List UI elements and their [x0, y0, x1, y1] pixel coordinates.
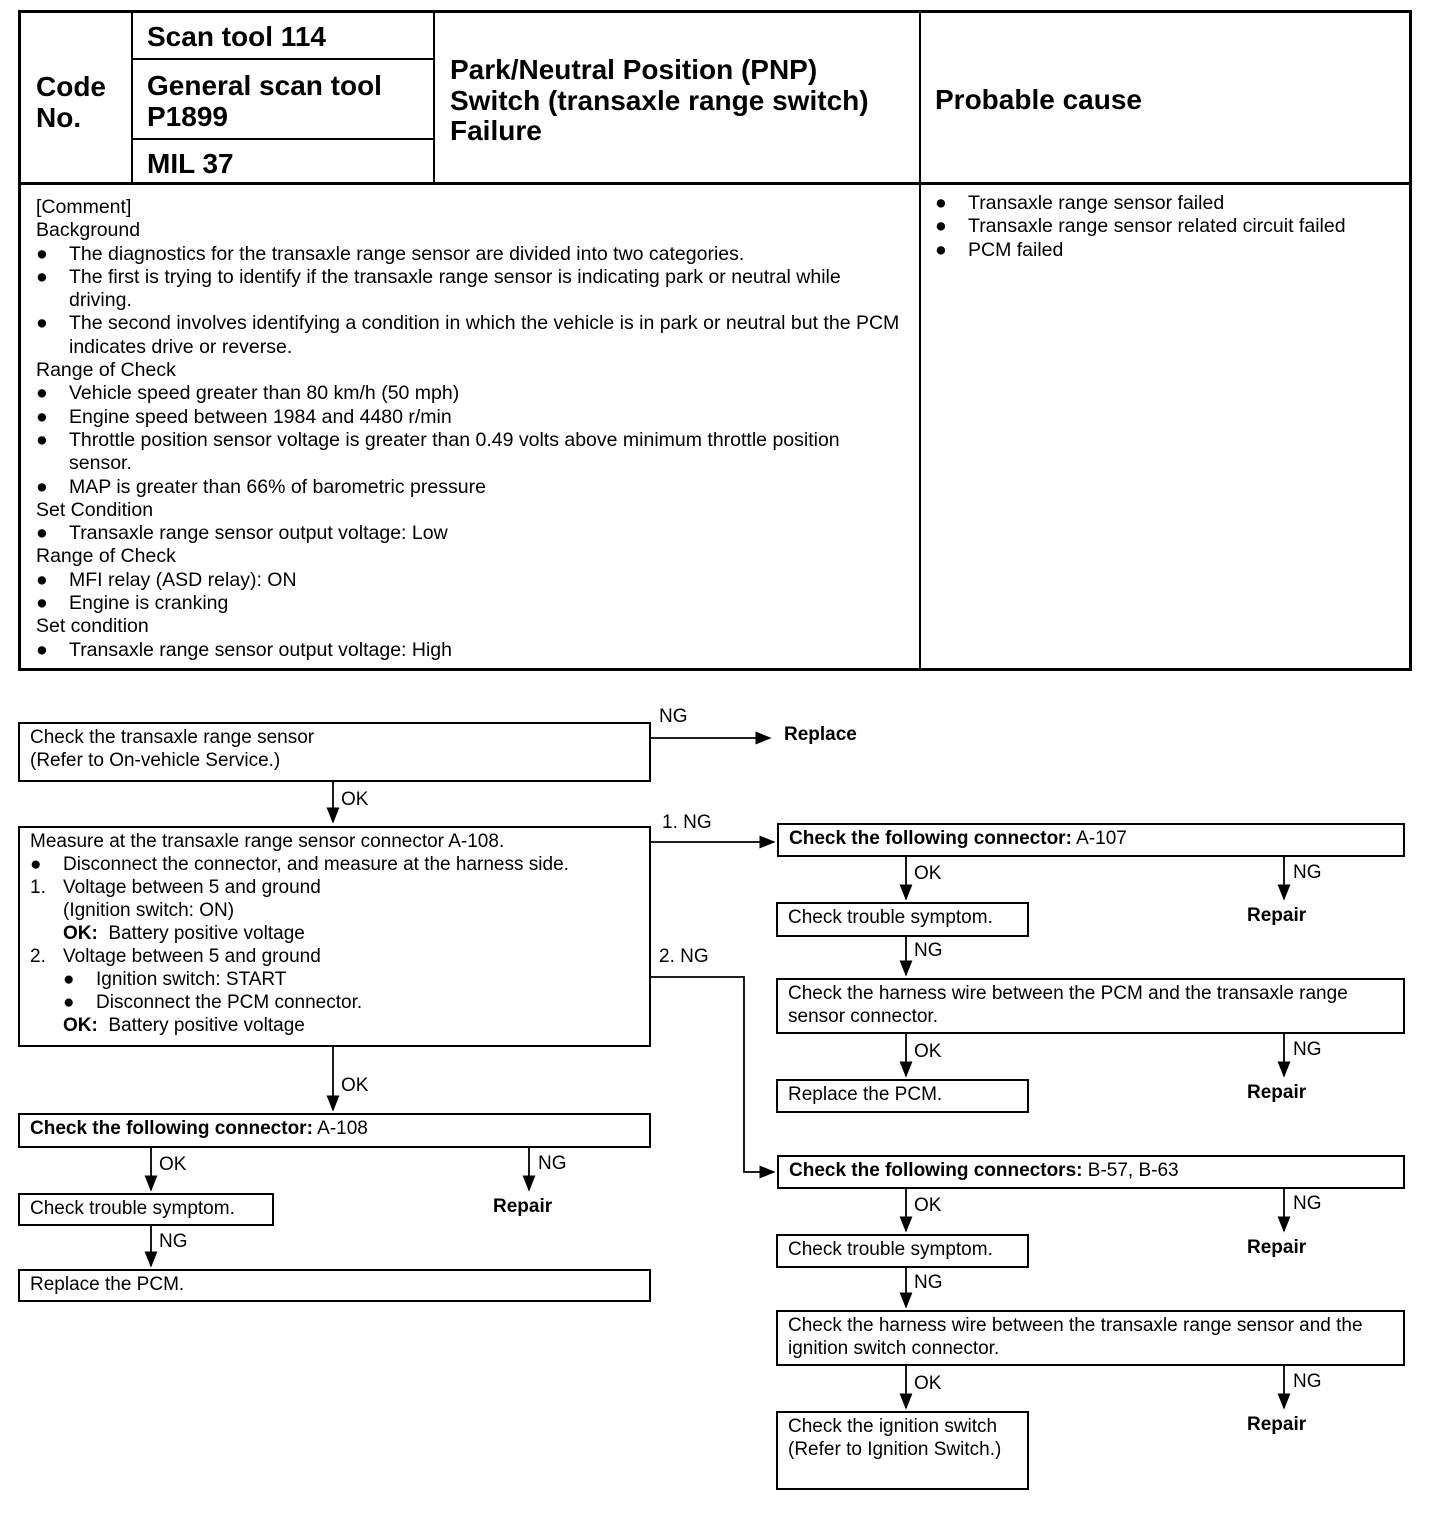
- comment-label: [Comment]: [36, 196, 132, 218]
- bullet-icon: ●: [36, 382, 48, 405]
- ng1-label: 1. NG: [662, 812, 712, 833]
- ng-label: NG: [914, 940, 943, 961]
- check-ignition-text: Check the ignition switch: [788, 1416, 998, 1437]
- ok-condition: OK: Battery positive voltage: [63, 1015, 305, 1036]
- list-item: ● MAP is greater than 66% of barometric pressure: [36, 475, 486, 498]
- bullet-icon: ●: [36, 568, 48, 591]
- repair-label: Repair: [1247, 905, 1307, 926]
- bullet-icon: ●: [36, 242, 48, 265]
- check-connector-a108-box: Check the following connector: A-108: [18, 1113, 651, 1148]
- ok-label: OK: [159, 1154, 187, 1175]
- ng-label: NG: [1293, 862, 1322, 883]
- repair-label: Repair: [1247, 1237, 1307, 1258]
- page-title: Park/Neutral Position (PNP) Switch (transaxle range switch) Failure: [450, 54, 869, 146]
- bullet-icon: ●: [36, 475, 48, 498]
- set-condition-title: Set Condition: [36, 498, 154, 521]
- mil-code: MIL 37: [147, 148, 234, 179]
- list-item: ● Engine is cranking: [36, 592, 229, 615]
- range-check-title: Range of Check: [36, 545, 176, 568]
- ok-label: OK: [914, 1195, 942, 1216]
- repair-label: Repair: [1247, 1414, 1307, 1435]
- check-connector-a107-box: Check the following connector: A-107: [777, 823, 1405, 857]
- check-symptom-box: Check trouble symptom.: [776, 1234, 1029, 1268]
- ok-label: OK: [914, 863, 942, 884]
- replace-pcm-box: Replace the PCM.: [18, 1269, 651, 1302]
- check-sensor-text: Check the transaxle range sensor: [30, 727, 315, 748]
- set-condition-title: Set condition: [36, 615, 149, 638]
- bullet-icon: ●: [935, 238, 947, 261]
- list-item: ● Engine speed between 1984 and 4480 r/min: [36, 405, 452, 428]
- check-sensor-box: [18, 722, 651, 782]
- check-ignition-ref: (Refer to Ignition Switch.): [788, 1439, 1002, 1460]
- ng-label: NG: [159, 1231, 188, 1252]
- check-symptom-box: Check trouble symptom.: [776, 902, 1029, 937]
- list-item: ● Vehicle speed greater than 80 km/h (50 mph): [36, 382, 460, 405]
- measure-box: [18, 826, 651, 1047]
- bullet-icon: ●: [935, 192, 947, 214]
- bullet-icon: ●: [36, 638, 48, 661]
- check-symptom-box: Check trouble symptom.: [18, 1193, 274, 1226]
- list-item: ● The first is trying to identify if the transaxle range sensor is indicating park or neutral while driving.: [36, 265, 841, 312]
- list-item: ● Transaxle range sensor related circuit failed: [935, 215, 1346, 238]
- scan-tool-code: Scan tool 114: [147, 21, 326, 52]
- harness-ignition-box: Check the harness wire between the transaxle range sensor and the ignition switch connector.: [776, 1310, 1405, 1366]
- check-sensor-ref: (Refer to On-vehicle Service.): [30, 750, 281, 771]
- ok-label: OK: [341, 1075, 369, 1096]
- bullet-icon: ●: [36, 405, 48, 428]
- m1-sub: (Ignition switch: ON): [63, 900, 235, 921]
- replace-pcm-box: Replace the PCM.: [776, 1079, 1029, 1113]
- list-item: ● Throttle position sensor voltage is greater than 0.49 volts above minimum throttle position sensor.: [36, 428, 840, 475]
- measure-title: Measure at the transaxle range sensor connector A-108.: [30, 831, 505, 852]
- check-connector-b57-b63-box: Check the following connectors: B-57, B-63: [777, 1155, 1405, 1189]
- bullet-icon: ●: [30, 854, 42, 875]
- ng-label: NG: [538, 1153, 567, 1174]
- list-item: ● MFI relay (ASD relay): ON: [36, 568, 297, 591]
- bullet-icon: ●: [36, 428, 48, 451]
- replace-label: Replace: [784, 724, 857, 745]
- general-scan-tool-code: General scan tool P1899: [147, 70, 382, 132]
- bullet-icon: ●: [935, 215, 947, 238]
- bullet-icon: ●: [36, 522, 48, 545]
- repair-label: Repair: [493, 1196, 553, 1217]
- ng-label: NG: [659, 706, 688, 727]
- ng-label: NG: [1293, 1371, 1322, 1392]
- list-item: ● Transaxle range sensor failed: [935, 192, 1225, 214]
- ok-condition: OK: Battery positive voltage: [63, 923, 305, 944]
- ng-label: NG: [914, 1272, 943, 1293]
- list-item: ● The diagnostics for the transaxle range sensor are divided into two categories.: [36, 242, 745, 265]
- bullet-icon: ●: [63, 992, 75, 1013]
- probable-cause-title: Probable cause: [935, 84, 1142, 115]
- ok-label: OK: [341, 789, 369, 810]
- ng2-label: 2. NG: [659, 946, 709, 967]
- ok-label: OK: [914, 1041, 942, 1062]
- ng-label: NG: [1293, 1039, 1322, 1060]
- repair-label: Repair: [1247, 1082, 1307, 1103]
- ng-label: NG: [1293, 1193, 1322, 1214]
- list-item: ● PCM failed: [935, 238, 1064, 261]
- code-number-label: Code No.: [36, 71, 106, 133]
- list-item: 2. Voltage between 5 and ground: [30, 946, 321, 967]
- bullet-icon: ●: [36, 265, 48, 288]
- bullet-icon: ●: [63, 969, 75, 990]
- ok-label: OK: [914, 1373, 942, 1394]
- check-ignition-switch-box: [776, 1411, 1029, 1490]
- bullet-icon: ●: [36, 312, 48, 335]
- list-item: ● The second involves identifying a condition in which the vehicle is in park or neutral but the PCM indicates drive or reverse.: [36, 312, 900, 358]
- arrow-2ng: [650, 977, 774, 1172]
- list-item: ● Disconnect the connector, and measure at the harness side.: [30, 854, 569, 875]
- background-title: Background: [36, 219, 141, 242]
- range-check-title: Range of Check: [36, 359, 176, 382]
- harness-pcm-box: Check the harness wire between the PCM and the transaxle range sensor connector.: [776, 978, 1405, 1034]
- list-item: ● Transaxle range sensor output voltage: Low: [36, 522, 448, 545]
- bullet-icon: ●: [36, 592, 48, 615]
- list-item: ● Transaxle range sensor output voltage: High: [36, 638, 453, 661]
- list-item: 1. Voltage between 5 and ground: [30, 877, 321, 898]
- list-item: ● Ignition switch: START: [63, 969, 287, 990]
- list-item: ● Disconnect the PCM connector.: [63, 992, 363, 1013]
